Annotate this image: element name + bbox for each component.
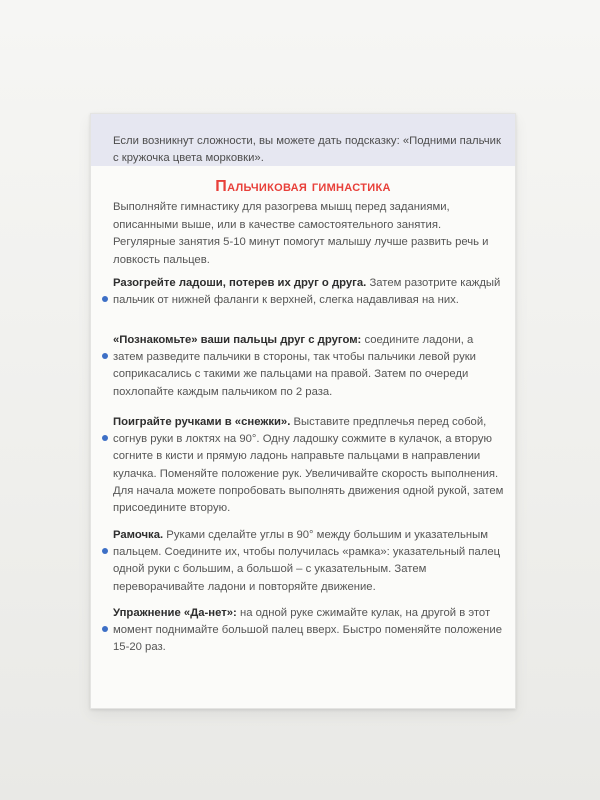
exercise-item	[113, 414, 505, 517]
exercise-text: соедините ладони, а затем разведите пальчики в стороны, так чтобы пальчики левой руки соприкасались с такими же пальцами на правой. Затем по очереди похлопайте каждым пальчиком по 2 раза.	[113, 334, 476, 398]
exercise-item	[113, 275, 505, 309]
exercise-text: Выставите предплечья перед собой, согнув руки в локтях на 90°. Одну ладошку сожмите в кулачок, а вторую согните в кисти и прямую ладонь направьте пальцами в направлении кулачка. Поменяйте положение рук. Увеличивайте скорость выполнения. Для начала можете попробовать выполнять движения одной рукой, затем присоедините вторую.	[113, 416, 504, 515]
bullet-dot-icon	[102, 626, 108, 632]
exercise-heading: Разогрейте ладоши, потерев их друг о друга.	[113, 277, 367, 289]
exercise-item	[113, 605, 505, 657]
exercise-text: Затем разотрите каждый пальчик от нижней фаланги к верхней, слегка надавливая на них.	[113, 277, 501, 307]
exercise-item	[113, 332, 505, 401]
bullet-dot-icon	[102, 296, 108, 302]
bullet-dot-icon	[102, 353, 108, 359]
bullet-dot-icon	[102, 548, 108, 554]
exercise-heading: «Познакомьте» ваши пальцы друг с другом:	[113, 334, 362, 346]
exercise-heading: Упражнение «Да-нет»:	[113, 607, 237, 619]
section-title: Пальчиковая гимнастика	[215, 178, 391, 195]
exercise-text: Руками сделайте углы в 90° между большим и указательным пальцем. Соедините их, чтобы получилась «рамка»: указательный палец одной руки с большим, а большой – с указательным. Затем переворачивайте ладони и повторяйте движение.	[113, 529, 501, 593]
intro-paragraph: Выполняйте гимнастику для разогрева мышц перед заданиями, описанными выше, или в качестве самостоятельного занятия. Регулярные занятия 5-10 минут помогут малышу лучше развить речь и ловкость пальцев.	[113, 201, 489, 266]
exercise-item	[113, 527, 505, 596]
exercise-heading: Рамочка.	[113, 529, 164, 541]
hint-text: Если возникнут сложности, вы можете дать подсказку: «Подними пальчик с кружочка цвета морковки».	[113, 135, 501, 164]
instruction-card	[90, 113, 516, 709]
exercise-text: на одной руке сжимайте кулак, на другой в этот момент поднимайте большой палец вверх. Быстро поменяйте положение 15-20 раз.	[113, 607, 503, 654]
exercise-heading: Поиграйте ручками в «снежки».	[113, 416, 291, 428]
bullet-dot-icon	[102, 435, 108, 441]
